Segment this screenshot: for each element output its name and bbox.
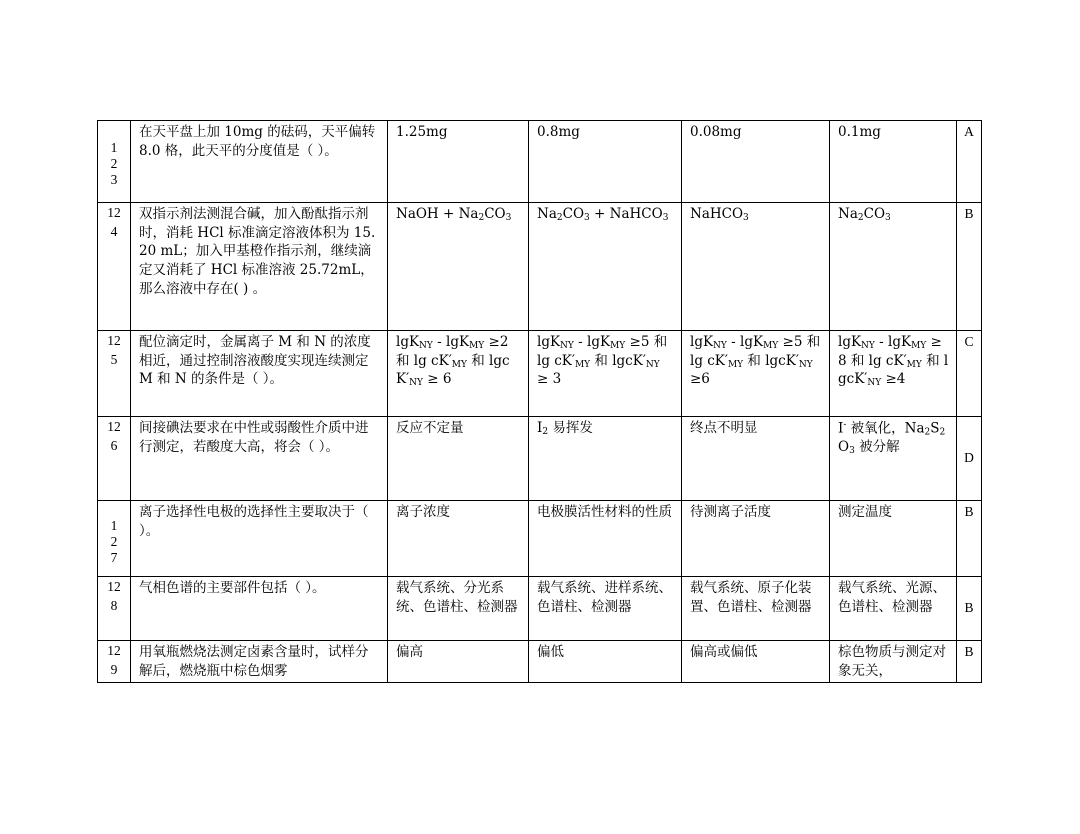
question-number: 12 5 xyxy=(98,331,131,417)
option-b: 电极膜活性材料的性质 xyxy=(529,501,682,577)
option-b: 载气系统、进样系统、色谱柱、检测器 xyxy=(529,577,682,641)
table-row xyxy=(98,121,982,203)
question-text: 用氧瓶燃烧法测定卤素含量时，试样分解后，燃烧瓶中棕色烟雾 xyxy=(131,641,388,683)
option-a: 载气系统、分光系统、色谱柱、检测器 xyxy=(388,577,529,641)
option-c: 载气系统、原子化装置、色谱柱、检测器 xyxy=(682,577,830,641)
option-c: 待测离子活度 xyxy=(682,501,830,577)
answer: B xyxy=(957,203,982,331)
option-c: NaHCO$_3$ xyxy=(682,203,830,331)
table-row xyxy=(98,203,982,331)
table-row xyxy=(98,331,982,417)
option-d: 棕色物质与测定对象无关， xyxy=(830,641,957,683)
option-d: 测定温度 xyxy=(830,501,957,577)
option-a: 1.25mg xyxy=(388,121,529,203)
table-row xyxy=(98,641,982,683)
option-b: 偏低 xyxy=(529,641,682,683)
option-b: $I_2$ 易挥发 xyxy=(529,417,682,501)
answer: B xyxy=(957,501,982,577)
question-number: 12 8 xyxy=(98,577,131,641)
question-text: 气相色谱的主要部件包括（ ）。 xyxy=(131,577,388,641)
option-d: 0.1mg xyxy=(830,121,957,203)
answer: B xyxy=(957,577,982,641)
question-number: 12 9 xyxy=(98,641,131,683)
table-row xyxy=(98,417,982,501)
option-c: lgK$_{NY}$ - lgK$_{MY}$ ≥5 和 $\lg cK'_{MY}$ 和 $lgcK'_{NY} \ge 6$ xyxy=(682,331,830,417)
option-c: 终点不明显 xyxy=(682,417,830,501)
option-a: NaOH + $Na_2CO_3$ xyxy=(388,203,529,331)
option-b: $Na_2CO_3$ + NaHCO$_3$ xyxy=(529,203,682,331)
question-text: 间接碘法要求在中性或弱酸性介质中进行测定，若酸度大高，将会（ ）。 xyxy=(131,417,388,501)
option-d: lgK$_{NY}$ - lgK$_{MY}$ ≥8 和 $\lg cK'_{MY}$ 和 $lgcK'_{NY} \ge 4$ xyxy=(830,331,957,417)
option-a: lgK$_{NY}$ - lgK$_{MY}$ ≥2 和 $\lg cK'_{MY}$ 和 $lgcK'_{NY} \ge 6$ xyxy=(388,331,529,417)
answer: A xyxy=(957,121,982,203)
table-row xyxy=(98,501,982,577)
question-number: 12 4 xyxy=(98,203,131,331)
question-number: 12 6 xyxy=(98,417,131,501)
question-table xyxy=(97,120,982,683)
question-number: 1 2 7 xyxy=(98,501,131,577)
question-text: 离子选择性电极的选择性主要取决于（ ）。 xyxy=(131,501,388,577)
answer: C xyxy=(957,331,982,417)
question-text: 在天平盘上加 10mg 的砝码，天平偏转 8.0 格，此天平的分度值是（ ）。 xyxy=(131,121,388,203)
option-c: 0.08mg xyxy=(682,121,830,203)
answer: B xyxy=(957,641,982,683)
question-text: 配位滴定时，金属离子 M 和 N 的浓度相近，通过控制溶液酸度实现连续测定 M 和 N 的条件是（ ）。 xyxy=(131,331,388,417)
table-row xyxy=(98,577,982,641)
answer: D xyxy=(957,417,982,501)
option-d: I- 被氧化，$Na_2S_2O_3$ 被分解 xyxy=(830,417,957,501)
option-d: 载气系统、光源、色谱柱、检测器 xyxy=(830,577,957,641)
option-a: 偏高 xyxy=(388,641,529,683)
option-a: 反应不定量 xyxy=(388,417,529,501)
question-text: 双指示剂法测混合碱，加入酚酞指示剂时，消耗 HCl 标准滴定溶液体积为 15.20 mL；加入甲基橙作指示剂，继续滴定又消耗了 HCl 标准溶液 25.72mL，那么溶液中存在( ) 。 xyxy=(131,203,388,331)
option-b: lgK$_{NY}$ - lgK$_{MY}$ ≥5 和 $\lg cK'_{MY}$ 和 $lgcK'_{NY} \ge 3$ xyxy=(529,331,682,417)
option-d: $Na_2CO_3$ xyxy=(830,203,957,331)
option-c: 偏高或偏低 xyxy=(682,641,830,683)
question-number: 1 2 3 xyxy=(98,121,131,203)
option-a: 离子浓度 xyxy=(388,501,529,577)
option-b: 0.8mg xyxy=(529,121,682,203)
